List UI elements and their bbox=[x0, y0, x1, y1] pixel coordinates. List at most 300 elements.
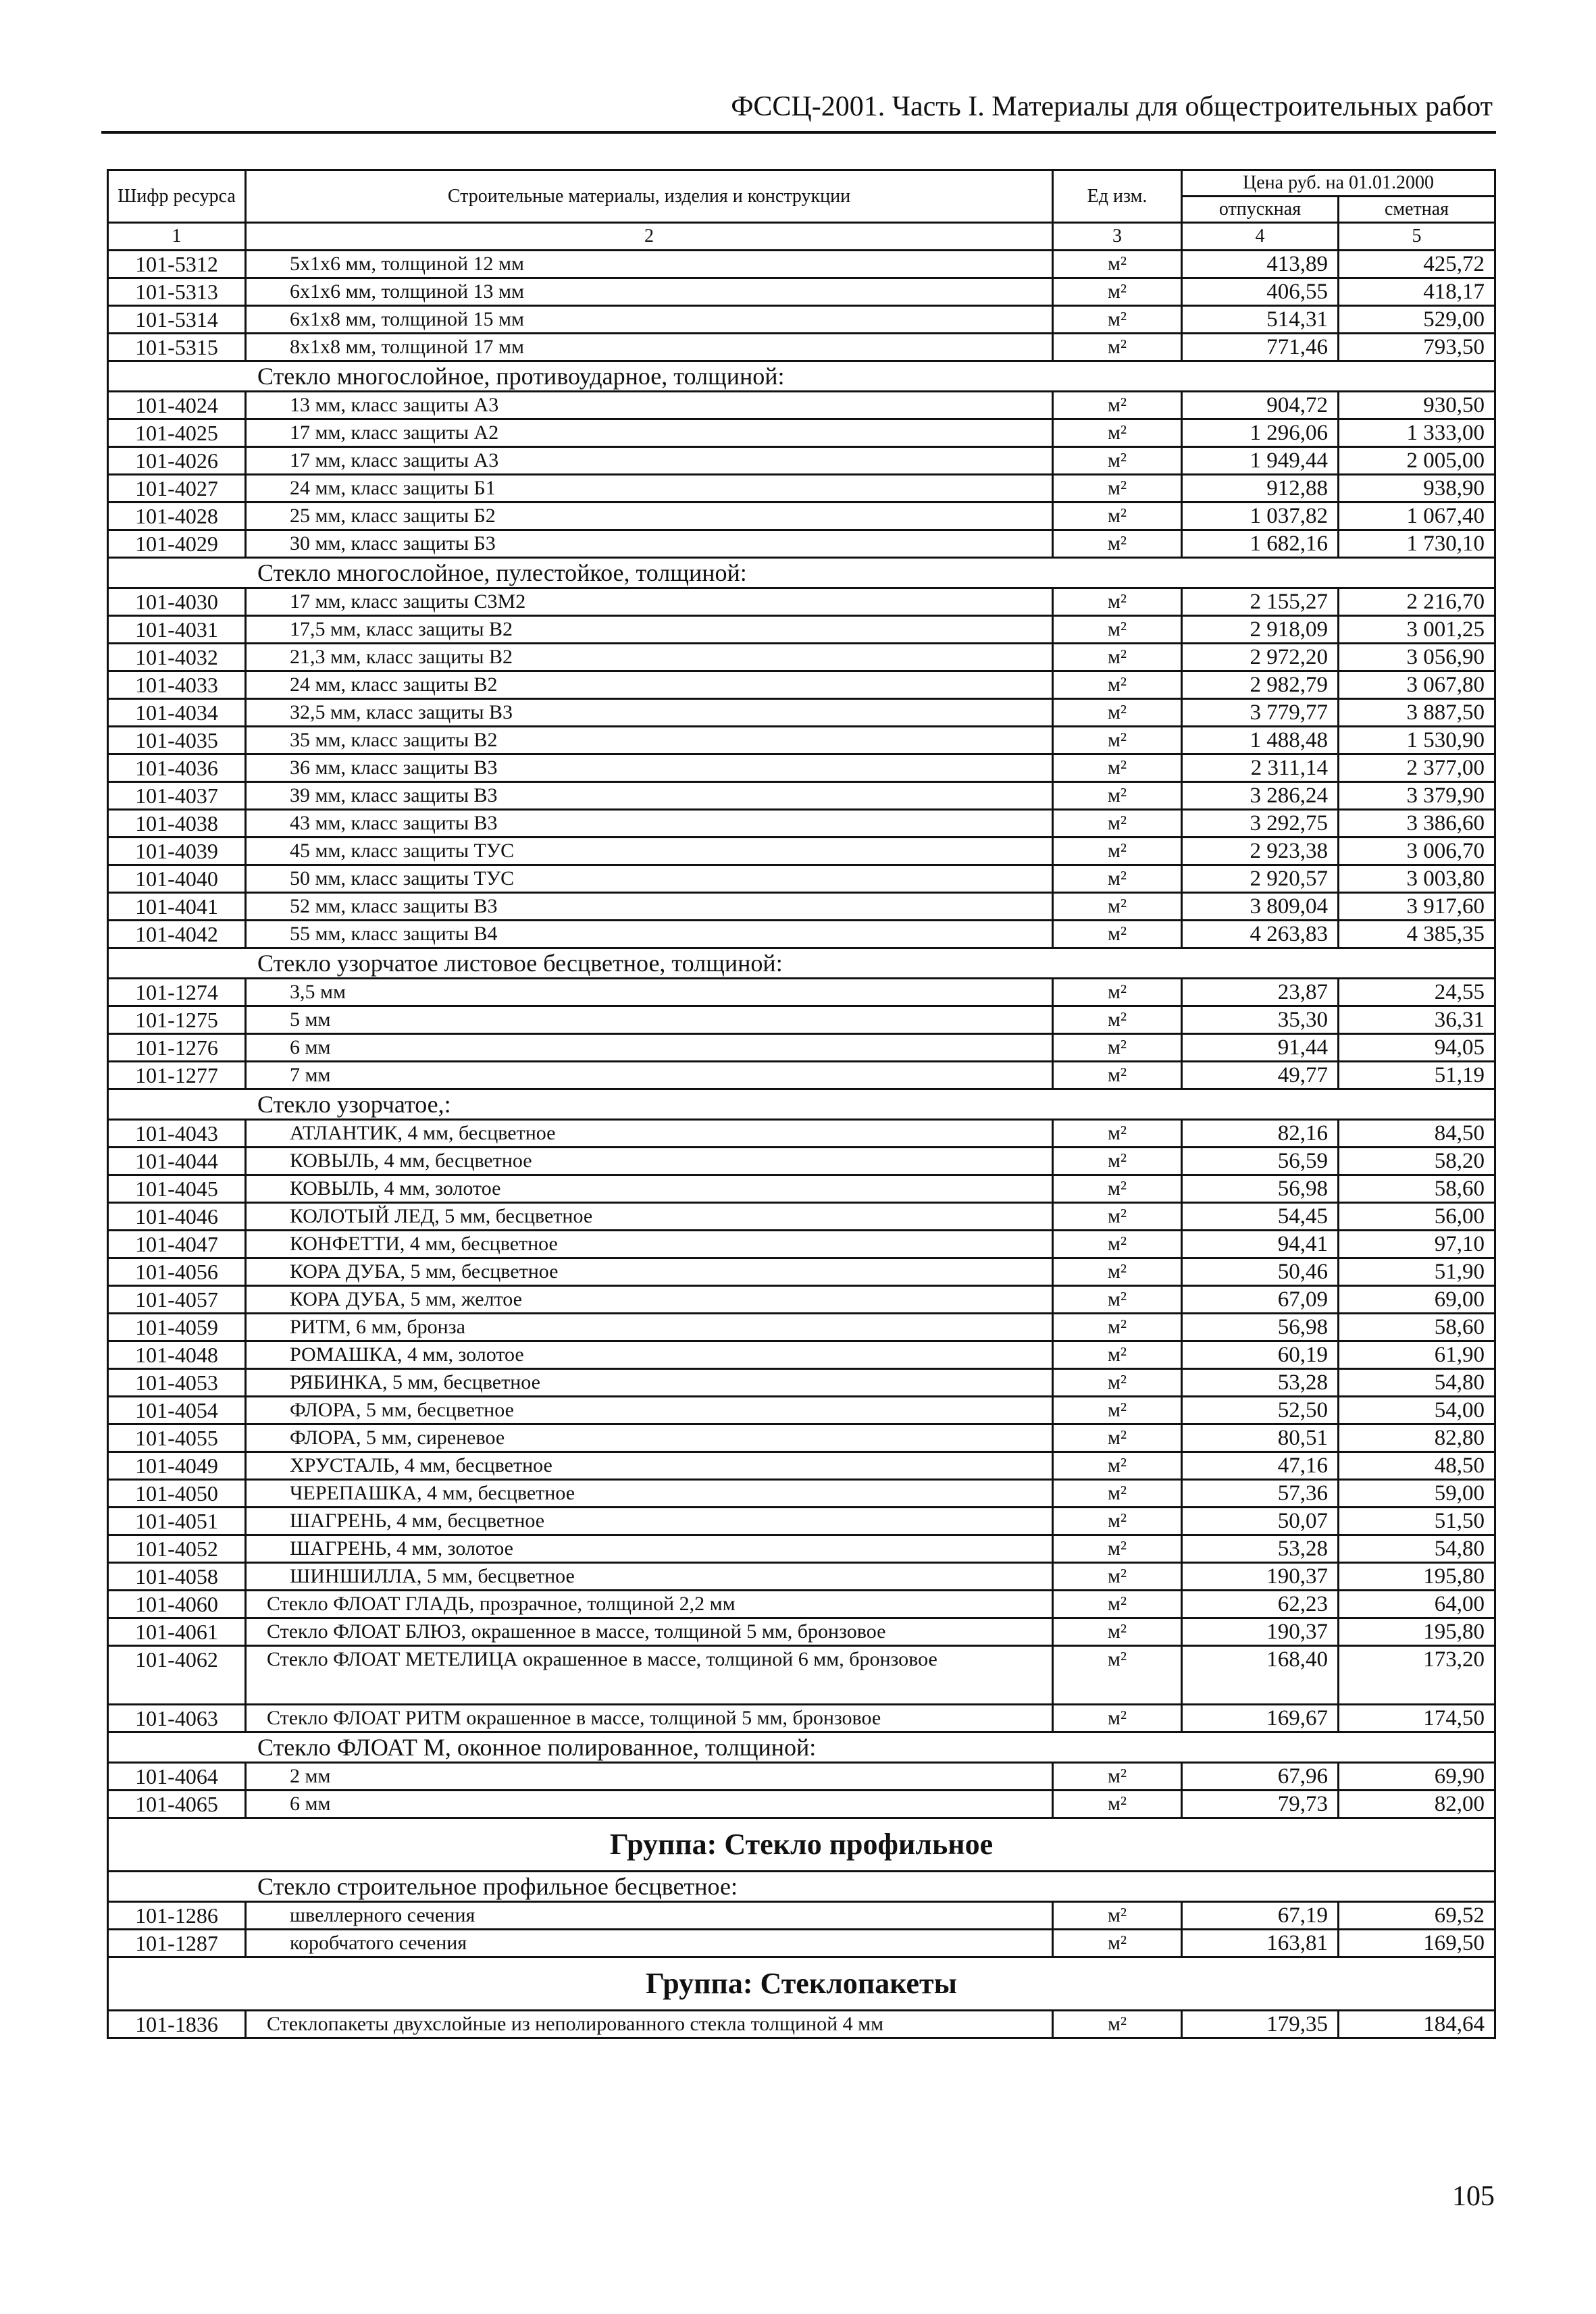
cell-price-estimate: 195,80 bbox=[1339, 1618, 1495, 1646]
cell-price-retail: 79,73 bbox=[1182, 1791, 1339, 1818]
cell-price-estimate: 84,50 bbox=[1339, 1120, 1495, 1148]
cell-name: 3,5 мм bbox=[246, 979, 1053, 1006]
table-header-row bbox=[108, 170, 1495, 197]
section-heading-row bbox=[108, 361, 1495, 392]
cell-name: 6х1х6 мм, толщиной 13 мм bbox=[246, 278, 1053, 306]
cell-name: 39 мм, класс защиты В3 bbox=[246, 782, 1053, 810]
table-row bbox=[108, 1705, 1495, 1732]
cell-price-estimate: 3 887,50 bbox=[1339, 699, 1495, 727]
cell-price-retail: 91,44 bbox=[1182, 1034, 1339, 1062]
cell-code: 101-4055 bbox=[108, 1424, 246, 1452]
cell-name: КОРА ДУБА, 5 мм, желтое bbox=[246, 1286, 1053, 1314]
cell-price-estimate: 2 005,00 bbox=[1339, 447, 1495, 475]
table-row bbox=[108, 588, 1495, 616]
cell-unit: м² bbox=[1053, 893, 1182, 921]
cell-code: 101-5315 bbox=[108, 334, 246, 361]
cell-name: 6 мм bbox=[246, 1791, 1053, 1818]
section-heading-row bbox=[108, 948, 1495, 979]
cell-price-estimate: 51,90 bbox=[1339, 1258, 1495, 1286]
cell-price-estimate: 54,00 bbox=[1339, 1397, 1495, 1424]
cell-unit: м² bbox=[1053, 1763, 1182, 1791]
table-row bbox=[108, 419, 1495, 447]
cell-price-retail: 49,77 bbox=[1182, 1062, 1339, 1089]
table-row bbox=[108, 530, 1495, 558]
price-table-body bbox=[108, 170, 1495, 2038]
table-row bbox=[108, 1369, 1495, 1397]
cell-price-retail: 771,46 bbox=[1182, 334, 1339, 361]
cell-code: 101-5313 bbox=[108, 278, 246, 306]
cell-price-estimate: 938,90 bbox=[1339, 475, 1495, 503]
table-row bbox=[108, 1763, 1495, 1791]
cell-price-estimate: 169,50 bbox=[1339, 1930, 1495, 1957]
table-row bbox=[108, 671, 1495, 699]
cell-price-retail: 50,46 bbox=[1182, 1258, 1339, 1286]
cell-price-retail: 514,31 bbox=[1182, 306, 1339, 334]
cell-price-estimate: 3 379,90 bbox=[1339, 782, 1495, 810]
cell-unit: м² bbox=[1053, 979, 1182, 1006]
cell-price-retail: 60,19 bbox=[1182, 1341, 1339, 1369]
cell-unit: м² bbox=[1053, 921, 1182, 948]
section-heading: Стекло многослойное, пулестойкое, толщиной: bbox=[108, 558, 1495, 588]
cell-unit: м² bbox=[1053, 838, 1182, 865]
cell-code: 101-4058 bbox=[108, 1563, 246, 1591]
table-row bbox=[108, 979, 1495, 1006]
cell-price-estimate: 2 216,70 bbox=[1339, 588, 1495, 616]
cell-name: ФЛОРА, 5 мм, бесцветное bbox=[246, 1397, 1053, 1424]
cell-code: 101-4049 bbox=[108, 1452, 246, 1480]
table-row bbox=[108, 1258, 1495, 1286]
cell-name: КОНФЕТТИ, 4 мм, бесцветное bbox=[246, 1231, 1053, 1258]
cell-code: 101-4045 bbox=[108, 1175, 246, 1203]
table-row bbox=[108, 921, 1495, 948]
cell-name: 35 мм, класс защиты В2 bbox=[246, 727, 1053, 754]
cell-unit: м² bbox=[1053, 1397, 1182, 1424]
cell-price-estimate: 1 067,40 bbox=[1339, 503, 1495, 530]
table-row bbox=[108, 392, 1495, 419]
cell-price-retail: 1 296,06 bbox=[1182, 419, 1339, 447]
cell-price-estimate: 51,50 bbox=[1339, 1508, 1495, 1535]
cell-code: 101-1287 bbox=[108, 1930, 246, 1957]
cell-code: 101-4042 bbox=[108, 921, 246, 948]
cell-name: 43 мм, класс защиты В3 bbox=[246, 810, 1053, 838]
cell-price-estimate: 529,00 bbox=[1339, 306, 1495, 334]
cell-unit: м² bbox=[1053, 1591, 1182, 1618]
section-heading-row bbox=[108, 1872, 1495, 1902]
cell-name: ХРУСТАЛЬ, 4 мм, бесцветное bbox=[246, 1452, 1053, 1480]
cell-price-estimate: 69,90 bbox=[1339, 1763, 1495, 1791]
cell-code: 101-1836 bbox=[108, 2011, 246, 2038]
cell-price-estimate: 184,64 bbox=[1339, 2011, 1495, 2038]
cell-code: 101-4039 bbox=[108, 838, 246, 865]
cell-code: 101-4059 bbox=[108, 1314, 246, 1341]
table-row bbox=[108, 1646, 1495, 1705]
cell-price-estimate: 4 385,35 bbox=[1339, 921, 1495, 948]
cell-code: 101-4064 bbox=[108, 1763, 246, 1791]
table-row bbox=[108, 251, 1495, 278]
cell-price-retail: 190,37 bbox=[1182, 1563, 1339, 1591]
table-row bbox=[108, 1006, 1495, 1034]
cell-unit: м² bbox=[1053, 475, 1182, 503]
cell-code: 101-4057 bbox=[108, 1286, 246, 1314]
cell-code: 101-1277 bbox=[108, 1062, 246, 1089]
cell-unit: м² bbox=[1053, 1258, 1182, 1286]
cell-unit: м² bbox=[1053, 1175, 1182, 1203]
cell-code: 101-5314 bbox=[108, 306, 246, 334]
section-heading: Стекло многослойное, противоударное, толщиной: bbox=[108, 361, 1495, 392]
cell-name: Стекло ФЛОАТ БЛЮЗ, окрашенное в массе, толщиной 5 мм, бронзовое bbox=[246, 1618, 1053, 1646]
table-row bbox=[108, 1175, 1495, 1203]
cell-price-estimate: 61,90 bbox=[1339, 1341, 1495, 1369]
cell-code: 101-4037 bbox=[108, 782, 246, 810]
cell-price-retail: 2 982,79 bbox=[1182, 671, 1339, 699]
cell-unit: м² bbox=[1053, 1424, 1182, 1452]
cell-unit: м² bbox=[1053, 1231, 1182, 1258]
cell-price-retail: 2 923,38 bbox=[1182, 838, 1339, 865]
col-index-5: 5 bbox=[1339, 223, 1495, 251]
col-header-price: Цена руб. на 01.01.2000 bbox=[1182, 170, 1495, 197]
cell-price-retail: 50,07 bbox=[1182, 1508, 1339, 1535]
table-row bbox=[108, 1508, 1495, 1535]
cell-unit: м² bbox=[1053, 1203, 1182, 1231]
cell-code: 101-4025 bbox=[108, 419, 246, 447]
cell-name: ФЛОРА, 5 мм, сиреневое bbox=[246, 1424, 1053, 1452]
table-row bbox=[108, 1314, 1495, 1341]
table-row bbox=[108, 1231, 1495, 1258]
cell-name: 50 мм, класс защиты ТУС bbox=[246, 865, 1053, 893]
col-index-4: 4 bbox=[1182, 223, 1339, 251]
cell-price-estimate: 793,50 bbox=[1339, 334, 1495, 361]
cell-price-retail: 67,19 bbox=[1182, 1902, 1339, 1930]
section-heading: Стекло узорчатое,: bbox=[108, 1089, 1495, 1120]
cell-code: 101-4052 bbox=[108, 1535, 246, 1563]
cell-code: 101-5312 bbox=[108, 251, 246, 278]
cell-price-estimate: 2 377,00 bbox=[1339, 754, 1495, 782]
cell-price-retail: 1 949,44 bbox=[1182, 447, 1339, 475]
col-header-name: Строительные материалы, изделия и конструкции bbox=[246, 170, 1053, 223]
cell-name: 52 мм, класс защиты В3 bbox=[246, 893, 1053, 921]
cell-name: 25 мм, класс защиты Б2 bbox=[246, 503, 1053, 530]
cell-code: 101-4035 bbox=[108, 727, 246, 754]
cell-price-estimate: 36,31 bbox=[1339, 1006, 1495, 1034]
cell-price-retail: 169,67 bbox=[1182, 1705, 1339, 1732]
cell-name: Стеклопакеты двухслойные из неполированного стекла толщиной 4 мм bbox=[246, 2011, 1053, 2038]
cell-code: 101-1274 bbox=[108, 979, 246, 1006]
table-row bbox=[108, 1902, 1495, 1930]
cell-price-retail: 2 920,57 bbox=[1182, 865, 1339, 893]
table-row bbox=[108, 475, 1495, 503]
table-row bbox=[108, 616, 1495, 644]
cell-price-estimate: 930,50 bbox=[1339, 392, 1495, 419]
cell-price-retail: 912,88 bbox=[1182, 475, 1339, 503]
cell-name: ШАГРЕНЬ, 4 мм, бесцветное bbox=[246, 1508, 1053, 1535]
cell-price-retail: 904,72 bbox=[1182, 392, 1339, 419]
cell-price-retail: 2 311,14 bbox=[1182, 754, 1339, 782]
cell-price-retail: 57,36 bbox=[1182, 1480, 1339, 1508]
cell-code: 101-4033 bbox=[108, 671, 246, 699]
table-row bbox=[108, 1424, 1495, 1452]
cell-unit: м² bbox=[1053, 1563, 1182, 1591]
cell-price-estimate: 3 056,90 bbox=[1339, 644, 1495, 671]
table-row bbox=[108, 1563, 1495, 1591]
cell-price-estimate: 174,50 bbox=[1339, 1705, 1495, 1732]
col-header-estimate: сметная bbox=[1339, 197, 1495, 223]
cell-code: 101-4056 bbox=[108, 1258, 246, 1286]
col-index-3: 3 bbox=[1053, 223, 1182, 251]
cell-price-estimate: 54,80 bbox=[1339, 1535, 1495, 1563]
cell-price-estimate: 1 530,90 bbox=[1339, 727, 1495, 754]
section-heading: Стекло строительное профильное бесцветное: bbox=[108, 1872, 1495, 1902]
cell-code: 101-4047 bbox=[108, 1231, 246, 1258]
cell-price-retail: 1 682,16 bbox=[1182, 530, 1339, 558]
cell-unit: м² bbox=[1053, 699, 1182, 727]
cell-name: АТЛАНТИК, 4 мм, бесцветное bbox=[246, 1120, 1053, 1148]
cell-price-estimate: 3 917,60 bbox=[1339, 893, 1495, 921]
cell-price-retail: 3 286,24 bbox=[1182, 782, 1339, 810]
cell-code: 101-1286 bbox=[108, 1902, 246, 1930]
cell-name: ШИНШИЛЛА, 5 мм, бесцветное bbox=[246, 1563, 1053, 1591]
table-row bbox=[108, 1397, 1495, 1424]
cell-name: 24 мм, класс защиты В2 bbox=[246, 671, 1053, 699]
cell-price-retail: 67,09 bbox=[1182, 1286, 1339, 1314]
cell-code: 101-4053 bbox=[108, 1369, 246, 1397]
cell-price-retail: 23,87 bbox=[1182, 979, 1339, 1006]
cell-name: 2 мм bbox=[246, 1763, 1053, 1791]
cell-unit: м² bbox=[1053, 1120, 1182, 1148]
cell-price-retail: 179,35 bbox=[1182, 2011, 1339, 2038]
table-row bbox=[108, 810, 1495, 838]
table-row bbox=[108, 893, 1495, 921]
cell-code: 101-1275 bbox=[108, 1006, 246, 1034]
cell-name: Стекло ФЛОАТ РИТМ окрашенное в массе, толщиной 5 мм, бронзовое bbox=[246, 1705, 1053, 1732]
cell-name: ЧЕРЕПАШКА, 4 мм, бесцветное bbox=[246, 1480, 1053, 1508]
cell-code: 101-4054 bbox=[108, 1397, 246, 1424]
cell-unit: м² bbox=[1053, 1034, 1182, 1062]
cell-price-retail: 53,28 bbox=[1182, 1369, 1339, 1397]
cell-unit: м² bbox=[1053, 1508, 1182, 1535]
cell-unit: м² bbox=[1053, 1930, 1182, 1957]
table-row bbox=[108, 278, 1495, 306]
cell-price-retail: 82,16 bbox=[1182, 1120, 1339, 1148]
cell-code: 101-4044 bbox=[108, 1148, 246, 1175]
cell-code: 101-1276 bbox=[108, 1034, 246, 1062]
cell-price-retail: 35,30 bbox=[1182, 1006, 1339, 1034]
price-table bbox=[107, 169, 1496, 2039]
cell-unit: м² bbox=[1053, 419, 1182, 447]
cell-name: 17 мм, класс защиты С3М2 bbox=[246, 588, 1053, 616]
cell-price-retail: 163,81 bbox=[1182, 1930, 1339, 1957]
page-header-title: ФССЦ-2001. Часть I. Материалы для общестроительных работ bbox=[731, 91, 1493, 122]
cell-name: 13 мм, класс защиты А3 bbox=[246, 392, 1053, 419]
cell-unit: м² bbox=[1053, 334, 1182, 361]
cell-code: 101-4024 bbox=[108, 392, 246, 419]
table-row bbox=[108, 865, 1495, 893]
cell-name: 55 мм, класс защиты В4 bbox=[246, 921, 1053, 948]
cell-unit: м² bbox=[1053, 1006, 1182, 1034]
cell-price-estimate: 3 067,80 bbox=[1339, 671, 1495, 699]
table-row bbox=[108, 644, 1495, 671]
cell-name: Стекло ФЛОАТ МЕТЕЛИЦА окрашенное в массе, толщиной 6 мм, бронзовое bbox=[246, 1646, 1053, 1705]
col-index-2: 2 bbox=[246, 223, 1053, 251]
cell-name: РЯБИНКА, 5 мм, бесцветное bbox=[246, 1369, 1053, 1397]
table-row bbox=[108, 1062, 1495, 1089]
cell-price-retail: 413,89 bbox=[1182, 251, 1339, 278]
cell-code: 101-4032 bbox=[108, 644, 246, 671]
cell-code: 101-4029 bbox=[108, 530, 246, 558]
column-index-row bbox=[108, 223, 1495, 251]
page-number: 105 bbox=[1452, 2181, 1495, 2212]
cell-unit: м² bbox=[1053, 616, 1182, 644]
cell-unit: м² bbox=[1053, 530, 1182, 558]
header-rule bbox=[101, 131, 1496, 134]
cell-unit: м² bbox=[1053, 1618, 1182, 1646]
cell-price-retail: 56,59 bbox=[1182, 1148, 1339, 1175]
cell-code: 101-4050 bbox=[108, 1480, 246, 1508]
table-row bbox=[108, 699, 1495, 727]
cell-unit: м² bbox=[1053, 671, 1182, 699]
cell-price-retail: 406,55 bbox=[1182, 278, 1339, 306]
cell-code: 101-4028 bbox=[108, 503, 246, 530]
cell-price-estimate: 59,00 bbox=[1339, 1480, 1495, 1508]
cell-price-estimate: 94,05 bbox=[1339, 1034, 1495, 1062]
cell-price-retail: 1 488,48 bbox=[1182, 727, 1339, 754]
table-row bbox=[108, 782, 1495, 810]
cell-name: КОЛОТЫЙ ЛЕД, 5 мм, бесцветное bbox=[246, 1203, 1053, 1231]
cell-code: 101-4031 bbox=[108, 616, 246, 644]
table-row bbox=[108, 1148, 1495, 1175]
section-heading: Стекло ФЛОАТ М, оконное полированное, толщиной: bbox=[108, 1732, 1495, 1763]
cell-price-retail: 56,98 bbox=[1182, 1314, 1339, 1341]
col-header-code: Шифр ресурса bbox=[108, 170, 246, 223]
cell-code: 101-4036 bbox=[108, 754, 246, 782]
cell-price-estimate: 97,10 bbox=[1339, 1231, 1495, 1258]
cell-price-retail: 2 155,27 bbox=[1182, 588, 1339, 616]
cell-price-estimate: 64,00 bbox=[1339, 1591, 1495, 1618]
cell-unit: м² bbox=[1053, 588, 1182, 616]
section-heading-row bbox=[108, 558, 1495, 588]
cell-unit: м² bbox=[1053, 1062, 1182, 1089]
cell-code: 101-4034 bbox=[108, 699, 246, 727]
cell-unit: м² bbox=[1053, 278, 1182, 306]
cell-unit: м² bbox=[1053, 2011, 1182, 2038]
section-heading-row bbox=[108, 1732, 1495, 1763]
cell-unit: м² bbox=[1053, 644, 1182, 671]
cell-code: 101-4041 bbox=[108, 893, 246, 921]
cell-price-estimate: 173,20 bbox=[1339, 1646, 1495, 1705]
cell-code: 101-4063 bbox=[108, 1705, 246, 1732]
cell-price-retail: 67,96 bbox=[1182, 1763, 1339, 1791]
cell-name: 7 мм bbox=[246, 1062, 1053, 1089]
table-row bbox=[108, 1791, 1495, 1818]
cell-unit: м² bbox=[1053, 392, 1182, 419]
cell-unit: м² bbox=[1053, 1705, 1182, 1732]
section-heading-row bbox=[108, 1089, 1495, 1120]
cell-unit: м² bbox=[1053, 865, 1182, 893]
cell-price-estimate: 56,00 bbox=[1339, 1203, 1495, 1231]
cell-name: швеллерного сечения bbox=[246, 1902, 1053, 1930]
cell-price-retail: 4 263,83 bbox=[1182, 921, 1339, 948]
group-heading: Группа: Стеклопакеты bbox=[108, 1957, 1495, 2011]
group-heading-row bbox=[108, 1957, 1495, 2011]
table-row bbox=[108, 1034, 1495, 1062]
cell-code: 101-4038 bbox=[108, 810, 246, 838]
cell-unit: м² bbox=[1053, 782, 1182, 810]
table-row bbox=[108, 1591, 1495, 1618]
table-row bbox=[108, 334, 1495, 361]
table-row bbox=[108, 1535, 1495, 1563]
cell-unit: м² bbox=[1053, 1148, 1182, 1175]
group-heading-row bbox=[108, 1818, 1495, 1872]
cell-price-estimate: 58,20 bbox=[1339, 1148, 1495, 1175]
cell-price-retail: 47,16 bbox=[1182, 1452, 1339, 1480]
col-index-1: 1 bbox=[108, 223, 246, 251]
cell-price-retail: 168,40 bbox=[1182, 1646, 1339, 1705]
cell-code: 101-4026 bbox=[108, 447, 246, 475]
cell-price-retail: 56,98 bbox=[1182, 1175, 1339, 1203]
col-header-retail: отпускная bbox=[1182, 197, 1339, 223]
cell-code: 101-4065 bbox=[108, 1791, 246, 1818]
cell-unit: м² bbox=[1053, 1646, 1182, 1705]
cell-price-estimate: 3 001,25 bbox=[1339, 616, 1495, 644]
cell-name: 6х1х8 мм, толщиной 15 мм bbox=[246, 306, 1053, 334]
cell-code: 101-4030 bbox=[108, 588, 246, 616]
cell-name: 21,3 мм, класс защиты В2 bbox=[246, 644, 1053, 671]
cell-price-estimate: 48,50 bbox=[1339, 1452, 1495, 1480]
group-heading: Группа: Стекло профильное bbox=[108, 1818, 1495, 1872]
cell-code: 101-4027 bbox=[108, 475, 246, 503]
cell-code: 101-4040 bbox=[108, 865, 246, 893]
cell-name: 8х1х8 мм, толщиной 17 мм bbox=[246, 334, 1053, 361]
cell-code: 101-4048 bbox=[108, 1341, 246, 1369]
cell-code: 101-4043 bbox=[108, 1120, 246, 1148]
cell-price-estimate: 69,52 bbox=[1339, 1902, 1495, 1930]
cell-unit: м² bbox=[1053, 1369, 1182, 1397]
cell-name: 36 мм, класс защиты В3 bbox=[246, 754, 1053, 782]
cell-name: 30 мм, класс защиты Б3 bbox=[246, 530, 1053, 558]
cell-name: коробчатого сечения bbox=[246, 1930, 1053, 1957]
cell-price-retail: 80,51 bbox=[1182, 1424, 1339, 1452]
cell-price-estimate: 3 006,70 bbox=[1339, 838, 1495, 865]
table-row bbox=[108, 447, 1495, 475]
table-row bbox=[108, 1120, 1495, 1148]
cell-code: 101-4051 bbox=[108, 1508, 246, 1535]
cell-unit: м² bbox=[1053, 1791, 1182, 1818]
cell-price-retail: 53,28 bbox=[1182, 1535, 1339, 1563]
cell-unit: м² bbox=[1053, 1452, 1182, 1480]
cell-price-retail: 2 972,20 bbox=[1182, 644, 1339, 671]
cell-price-retail: 52,50 bbox=[1182, 1397, 1339, 1424]
cell-price-estimate: 3 003,80 bbox=[1339, 865, 1495, 893]
table-row bbox=[108, 727, 1495, 754]
cell-price-estimate: 82,80 bbox=[1339, 1424, 1495, 1452]
cell-name: 45 мм, класс защиты ТУС bbox=[246, 838, 1053, 865]
cell-price-estimate: 3 386,60 bbox=[1339, 810, 1495, 838]
cell-name: ШАГРЕНЬ, 4 мм, золотое bbox=[246, 1535, 1053, 1563]
cell-price-estimate: 195,80 bbox=[1339, 1563, 1495, 1591]
cell-price-estimate: 58,60 bbox=[1339, 1314, 1495, 1341]
cell-unit: м² bbox=[1053, 727, 1182, 754]
cell-code: 101-4060 bbox=[108, 1591, 246, 1618]
table-row bbox=[108, 306, 1495, 334]
cell-price-retail: 54,45 bbox=[1182, 1203, 1339, 1231]
cell-unit: м² bbox=[1053, 251, 1182, 278]
cell-unit: м² bbox=[1053, 1535, 1182, 1563]
cell-price-retail: 3 809,04 bbox=[1182, 893, 1339, 921]
cell-code: 101-4062 bbox=[108, 1646, 246, 1705]
table-row bbox=[108, 1930, 1495, 1957]
table-row bbox=[108, 503, 1495, 530]
cell-unit: м² bbox=[1053, 503, 1182, 530]
table-row bbox=[108, 1203, 1495, 1231]
